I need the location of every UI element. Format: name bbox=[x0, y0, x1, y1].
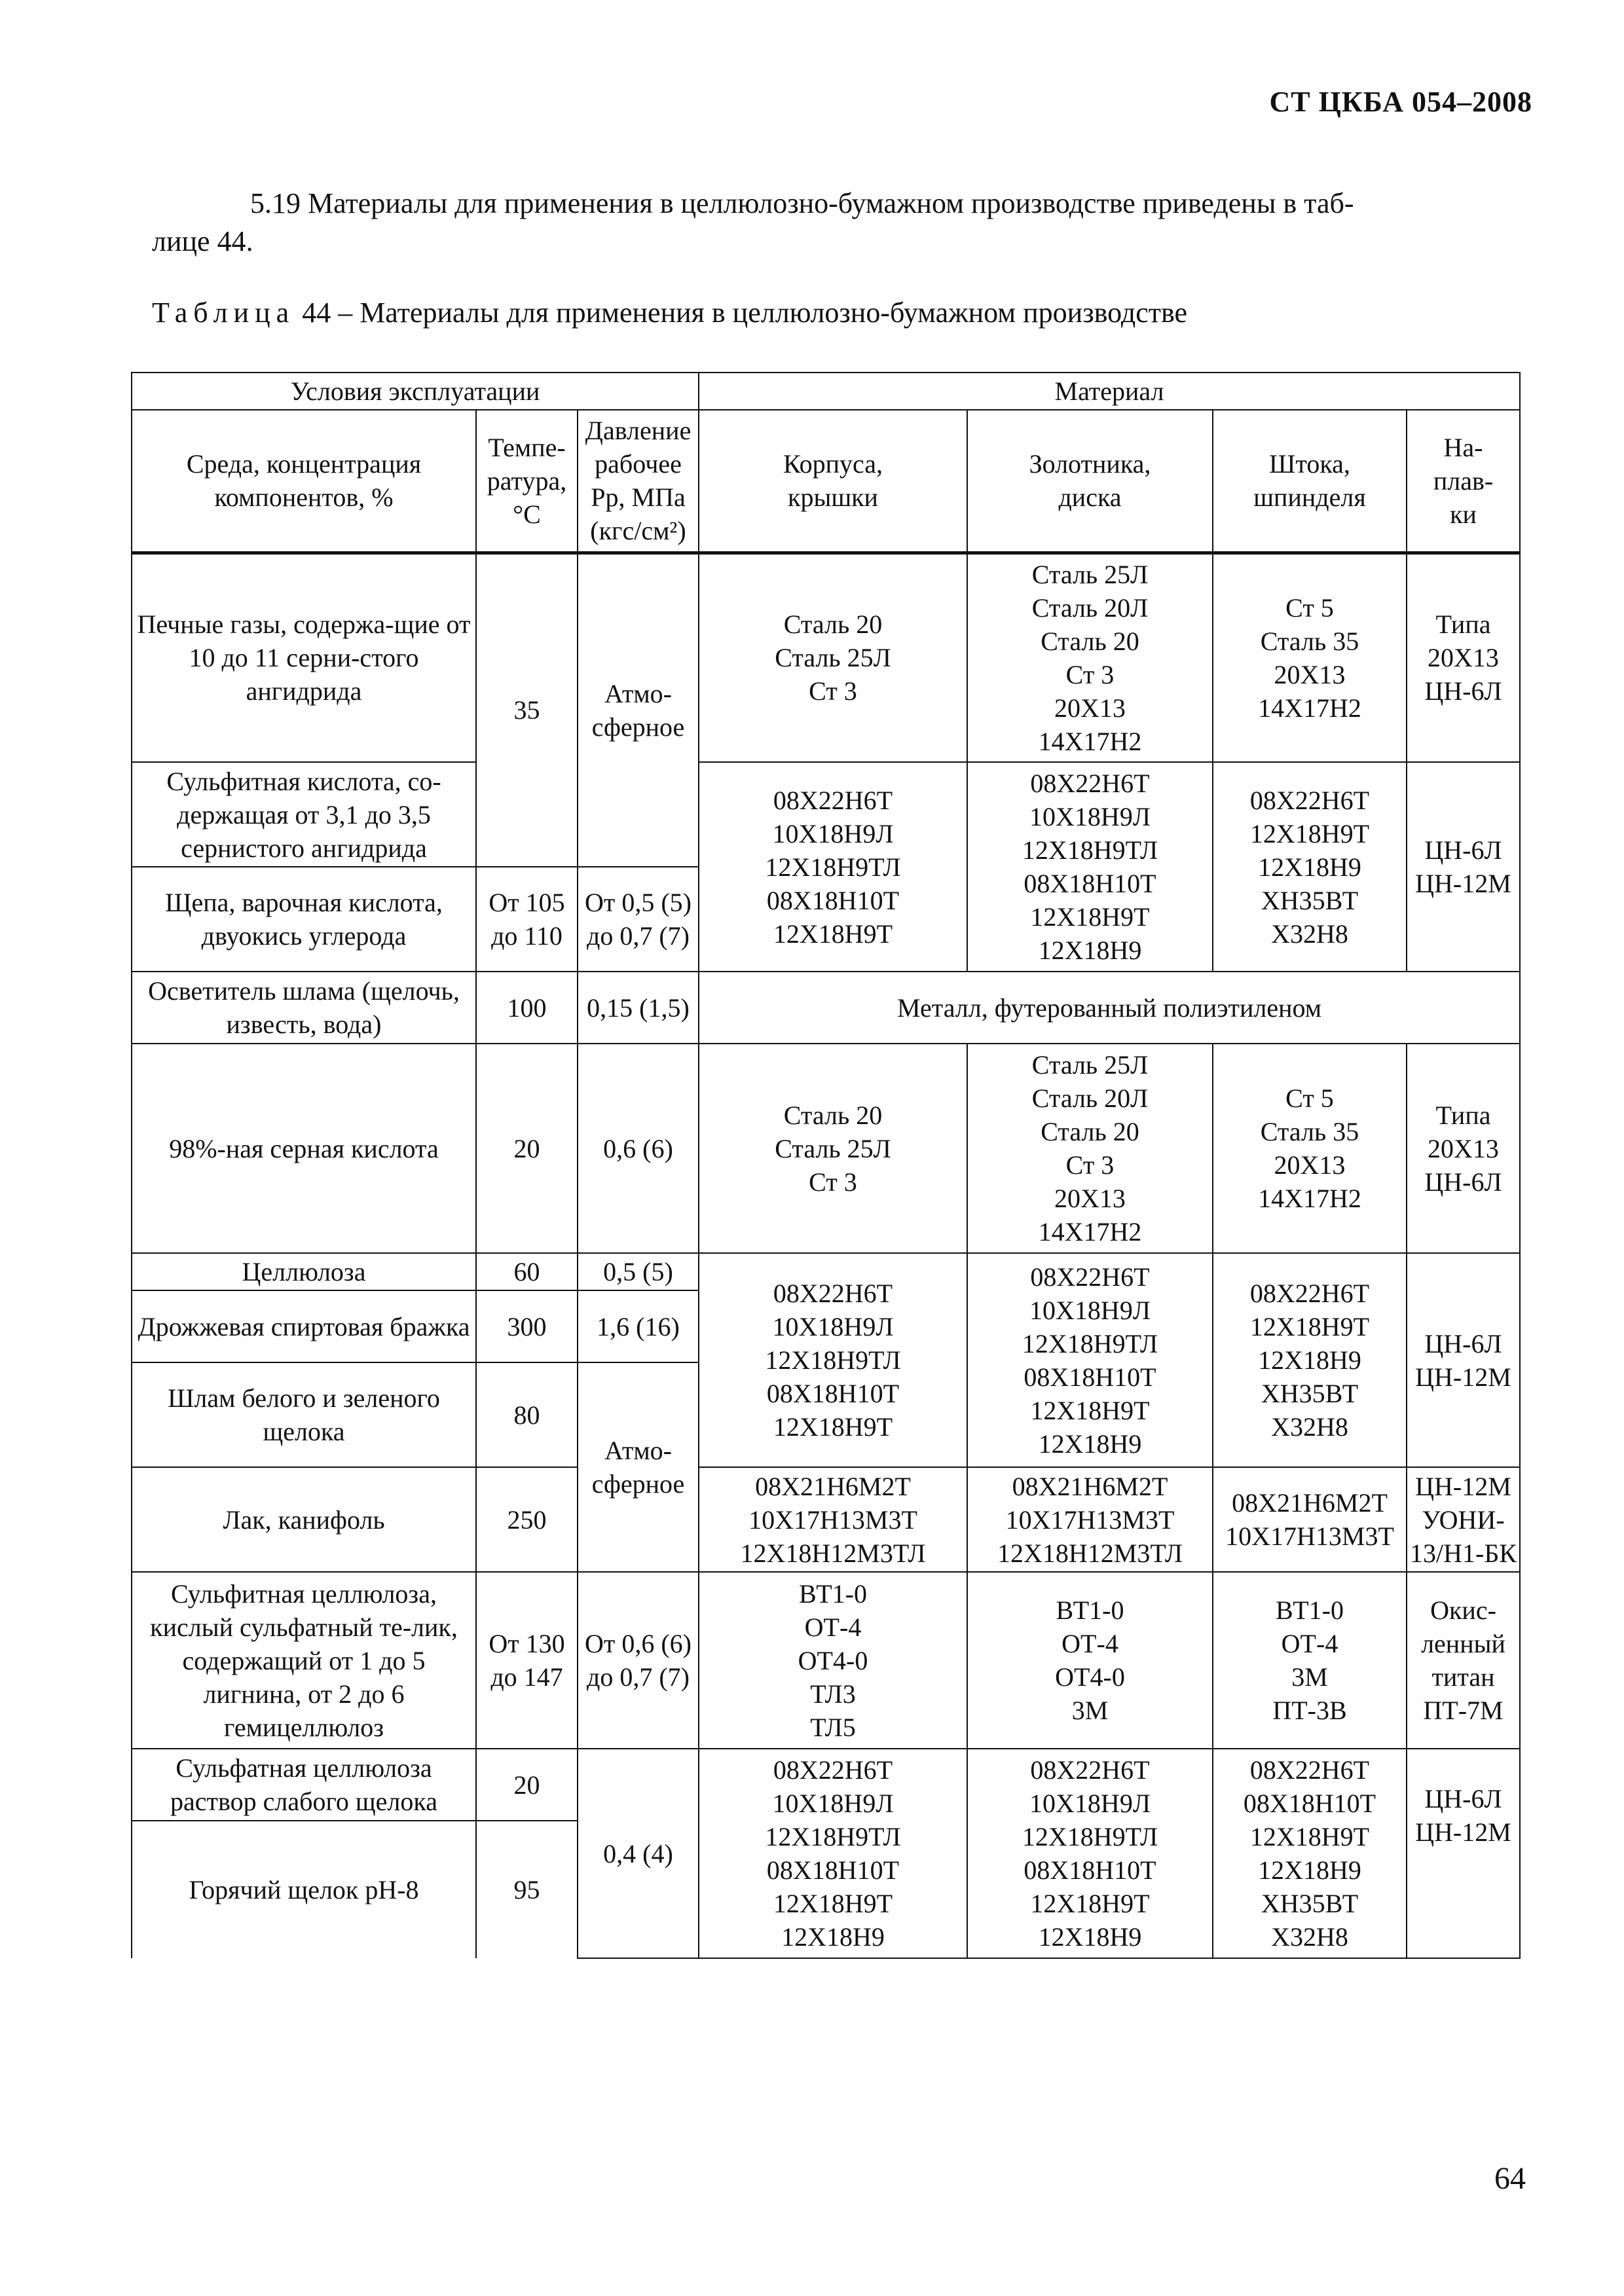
medium-cell: Сульфатная целлюлоза раствор слабого щелока bbox=[132, 1749, 476, 1821]
material-group-header: Материал bbox=[699, 373, 1520, 410]
disc-material-cell: 08Х22Н6Т 10Х18Н9Л 12Х18Н9ТЛ 08Х18Н10Т 12Х18Н9Т 12Х18Н9 bbox=[967, 762, 1213, 972]
temperature-cell: 35 bbox=[476, 553, 578, 867]
surfacing-cell: Типа 20Х13 ЦН-6Л bbox=[1407, 1044, 1520, 1253]
body-cover-header: Корпуса, крышки bbox=[699, 410, 967, 553]
disc-material-cell: Сталь 25Л Сталь 20Л Сталь 20 Ст 3 20Х13 14Х17Н2 bbox=[967, 1044, 1213, 1253]
stem-material-cell: 08Х22Н6Т 12Х18Н9Т 12Х18Н9 ХН35ВТ Х32Н8 bbox=[1213, 762, 1407, 972]
surfacing-cell: Окис- ленный титан ПТ-7М bbox=[1407, 1572, 1520, 1749]
disc-material-cell: 08Х22Н6Т 10Х18Н9Л 12Х18Н9ТЛ 08Х18Н10Т 12Х18Н9Т 12Х18Н9 bbox=[967, 1253, 1213, 1467]
temperature-cell: От 130 до 147 bbox=[476, 1572, 578, 1749]
stem-material-cell: ВТ1-0 ОТ-4 3М ПТ-3В bbox=[1213, 1572, 1407, 1749]
pressure-cell: Атмо- сферное bbox=[578, 553, 699, 867]
body-material-cell: 08Х22Н6Т 10Х18Н9Л 12Х18Н9ТЛ 08Х18Н10Т 12Х18Н9Т 12Х18Н9 bbox=[699, 1749, 967, 1958]
temperature-cell: От 105 до 110 bbox=[476, 867, 578, 972]
medium-cell: Щепа, варочная кислота, двуокись углерода bbox=[132, 867, 476, 972]
temperature-cell: 20 bbox=[476, 1749, 578, 1821]
disc-material-cell: 08Х21Н6М2Т 10Х17Н13М3Т 12Х18Н12М3ТЛ bbox=[967, 1467, 1213, 1572]
surfacing-cell: ЦН-6Л ЦН-12М bbox=[1407, 1749, 1520, 1958]
material-merged-cell: Металл, футерованный полиэтиленом bbox=[699, 972, 1520, 1044]
disc-material-cell: ВТ1-0 ОТ-4 ОТ4-0 3М bbox=[967, 1572, 1213, 1749]
document-code: СТ ЦКБА 054–2008 bbox=[1269, 86, 1532, 118]
body-material-cell: 08Х21Н6М2Т 10Х17Н13М3Т 12Х18Н12М3ТЛ bbox=[699, 1467, 967, 1572]
disc-material-cell: Сталь 25Л Сталь 20Л Сталь 20 Ст 3 20Х13 14Х17Н2 bbox=[967, 553, 1213, 762]
intro-line-1: 5.19 Материалы для применения в целлюлозно-бумажном производстве приведены в таб- bbox=[250, 187, 1354, 219]
pressure-cell: 0,4 (4) bbox=[578, 1749, 699, 1958]
body-material-cell: Сталь 20 Сталь 25Л Ст 3 bbox=[699, 1044, 967, 1253]
spool-disc-header: Золотника, диска bbox=[967, 410, 1213, 553]
stem-material-cell: 08Х21Н6М2Т 10Х17Н13М3Т bbox=[1213, 1467, 1407, 1572]
intro-paragraph bbox=[152, 185, 1521, 261]
medium-cell: Осветитель шлама (щелочь, известь, вода) bbox=[132, 972, 476, 1044]
surfacing-header: На- плав- ки bbox=[1407, 410, 1520, 553]
temperature-cell: 20 bbox=[476, 1044, 578, 1253]
materials-table-container bbox=[131, 372, 1519, 1959]
temperature-header: Темпе- ратура, °C bbox=[476, 410, 578, 553]
stem-material-cell: 08Х22Н6Т 12Х18Н9Т 12Х18Н9 ХН35ВТ Х32Н8 bbox=[1213, 1253, 1407, 1467]
body-material-cell: 08Х22Н6Т 10Х18Н9Л 12Х18Н9ТЛ 08Х18Н10Т 12Х18Н9Т bbox=[699, 762, 967, 972]
medium-cell: Целлюлоза bbox=[132, 1253, 476, 1290]
caption-word: Таблица bbox=[152, 297, 295, 329]
pressure-cell: 1,6 (16) bbox=[578, 1290, 699, 1362]
temperature-cell: 250 bbox=[476, 1467, 578, 1572]
stem-material-cell: Ст 5 Сталь 35 20Х13 14Х17Н2 bbox=[1213, 553, 1407, 762]
medium-cell: Дрожжевая спиртовая бражка bbox=[132, 1290, 476, 1362]
temperature-cell: 95 bbox=[476, 1821, 578, 1958]
caption-rest: 44 – Материалы для применения в целлюлозно-бумажном производстве bbox=[295, 297, 1188, 329]
pressure-cell: 0,5 (5) bbox=[578, 1253, 699, 1290]
pressure-cell: 0,15 (1,5) bbox=[578, 972, 699, 1044]
medium-header: Среда, концентрация компонентов, % bbox=[132, 410, 476, 553]
temperature-cell: 100 bbox=[476, 972, 578, 1044]
pressure-cell: 0,6 (6) bbox=[578, 1044, 699, 1253]
stem-material-cell: Ст 5 Сталь 35 20Х13 14Х17Н2 bbox=[1213, 1044, 1407, 1253]
medium-cell: 98%-ная серная кислота bbox=[132, 1044, 476, 1253]
body-material-cell: 08Х22Н6Т 10Х18Н9Л 12Х18Н9ТЛ 08Х18Н10Т 12Х18Н9Т bbox=[699, 1253, 967, 1467]
medium-cell: Шлам белого и зеленого щелока bbox=[132, 1362, 476, 1467]
surfacing-cell: ЦН-6Л ЦН-12М bbox=[1407, 1253, 1520, 1467]
surfacing-cell: Типа 20Х13 ЦН-6Л bbox=[1407, 553, 1520, 762]
intro-line-2: лице 44. bbox=[152, 225, 253, 257]
body-material-cell: Сталь 20 Сталь 25Л Ст 3 bbox=[699, 553, 967, 762]
table-caption bbox=[152, 296, 1187, 329]
temperature-cell: 300 bbox=[476, 1290, 578, 1362]
pressure-cell: От 0,6 (6) до 0,7 (7) bbox=[578, 1572, 699, 1749]
page-number: 64 bbox=[1494, 2161, 1526, 2196]
medium-cell: Печные газы, содержа-щие от 10 до 11 серни-стого ангидрида bbox=[132, 553, 476, 762]
materials-table bbox=[131, 372, 1521, 1959]
body-material-cell: ВТ1-0 ОТ-4 ОТ4-0 ТЛ3 ТЛ5 bbox=[699, 1572, 967, 1749]
stem-material-cell: 08Х22Н6Т 08Х18Н10Т 12Х18Н9Т 12Х18Н9 ХН35ВТ Х32Н8 bbox=[1213, 1749, 1407, 1958]
surfacing-cell: ЦН-12М УОНИ- 13/Н1-БК bbox=[1407, 1467, 1520, 1572]
medium-cell: Лак, канифоль bbox=[132, 1467, 476, 1572]
medium-cell: Сульфитная кислота, со-держащая от 3,1 до 3,5 сернистого ангидрида bbox=[132, 762, 476, 867]
medium-cell: Сульфитная целлюлоза, кислый сульфатный те-лик, содержащий от 1 до 5 лигнина, от 2 до 6 гемицеллюлоз bbox=[132, 1572, 476, 1749]
surfacing-cell: ЦН-6Л ЦН-12М bbox=[1407, 762, 1520, 972]
pressure-cell: От 0,5 (5) до 0,7 (7) bbox=[578, 867, 699, 972]
stem-spindle-header: Штока, шпинделя bbox=[1213, 410, 1407, 553]
pressure-cell: Атмо- сферное bbox=[578, 1362, 699, 1572]
temperature-cell: 60 bbox=[476, 1253, 578, 1290]
disc-material-cell: 08Х22Н6Т 10Х18Н9Л 12Х18Н9ТЛ 08Х18Н10Т 12Х18Н9Т 12Х18Н9 bbox=[967, 1749, 1213, 1958]
pressure-header: Давление рабочее Рр, МПа (кгс/см²) bbox=[578, 410, 699, 553]
conditions-group-header: Условия эксплуатации bbox=[132, 373, 699, 410]
temperature-cell: 80 bbox=[476, 1362, 578, 1467]
medium-cell: Горячий щелок рН-8 bbox=[132, 1821, 476, 1958]
